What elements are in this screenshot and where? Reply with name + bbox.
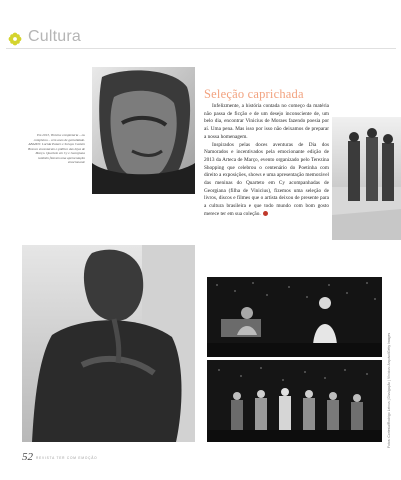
photo-vinicius-seated xyxy=(22,245,195,442)
end-mark-icon xyxy=(263,211,268,216)
header-divider xyxy=(6,48,396,49)
section-header xyxy=(6,28,396,50)
page-number: 52 xyxy=(22,451,33,463)
section-title: Cultura xyxy=(28,28,81,45)
photo-concert-stage-duo xyxy=(207,277,382,357)
photo-concert-stage-group xyxy=(207,360,382,442)
article-paragraph xyxy=(204,142,329,219)
photo-vinicius-portrait xyxy=(92,67,195,194)
article-title: Seleção caprichada xyxy=(204,87,304,101)
footer-text: REVISTA TER COM EMOÇÃO xyxy=(36,456,98,460)
article-paragraph: Infelizmente, a história contada no começo da matéria não passa de ficção e de um desejo inconsciente de, um belo dia, encontrar Vinicius de Moraes fazendo poesia por aí. Uma pena. Mas isso por isso não deixamos de preparar a nossa homenagem. xyxy=(204,103,329,140)
article-body xyxy=(204,103,329,219)
photo-group-outdoor xyxy=(332,117,401,240)
photo-caption: Em 2013, Vinicius completaria – ou completou – cem anos de genialidade. ABAIXO: Lucida Pataro e Soraya Castelo Branco encantaram o público das lojas de Março. Quarteto em Cy e Georgiana também fizeram uma apresentação emocionante xyxy=(28,133,85,164)
article-paragraph-text: Inspirados pelas doces aventuras de Dia dos Namorados e incentivados pela emocionante edição de 2013 da Arteca de Março, evento organizado pelo Terezina Shopping que celebrou o centenário do Poetinha com direito a exposições, shows e uma apresentação memorável das meninas do Quarteto em Cy acompanhadas de Georgiana (filha de Vinicius), fizemos uma seleção de livros, discos e filmes que o artista deixou de presente para a cultura brasileira e que todo mundo com bom gosto merece ter em sua coleção. xyxy=(204,141,329,217)
flower-icon xyxy=(8,32,22,46)
photo-credit: Fotos: Cortesia/Rodrigo Leinus | Divulgação | Vinícius: Arquivo/Getty Images xyxy=(387,332,391,448)
